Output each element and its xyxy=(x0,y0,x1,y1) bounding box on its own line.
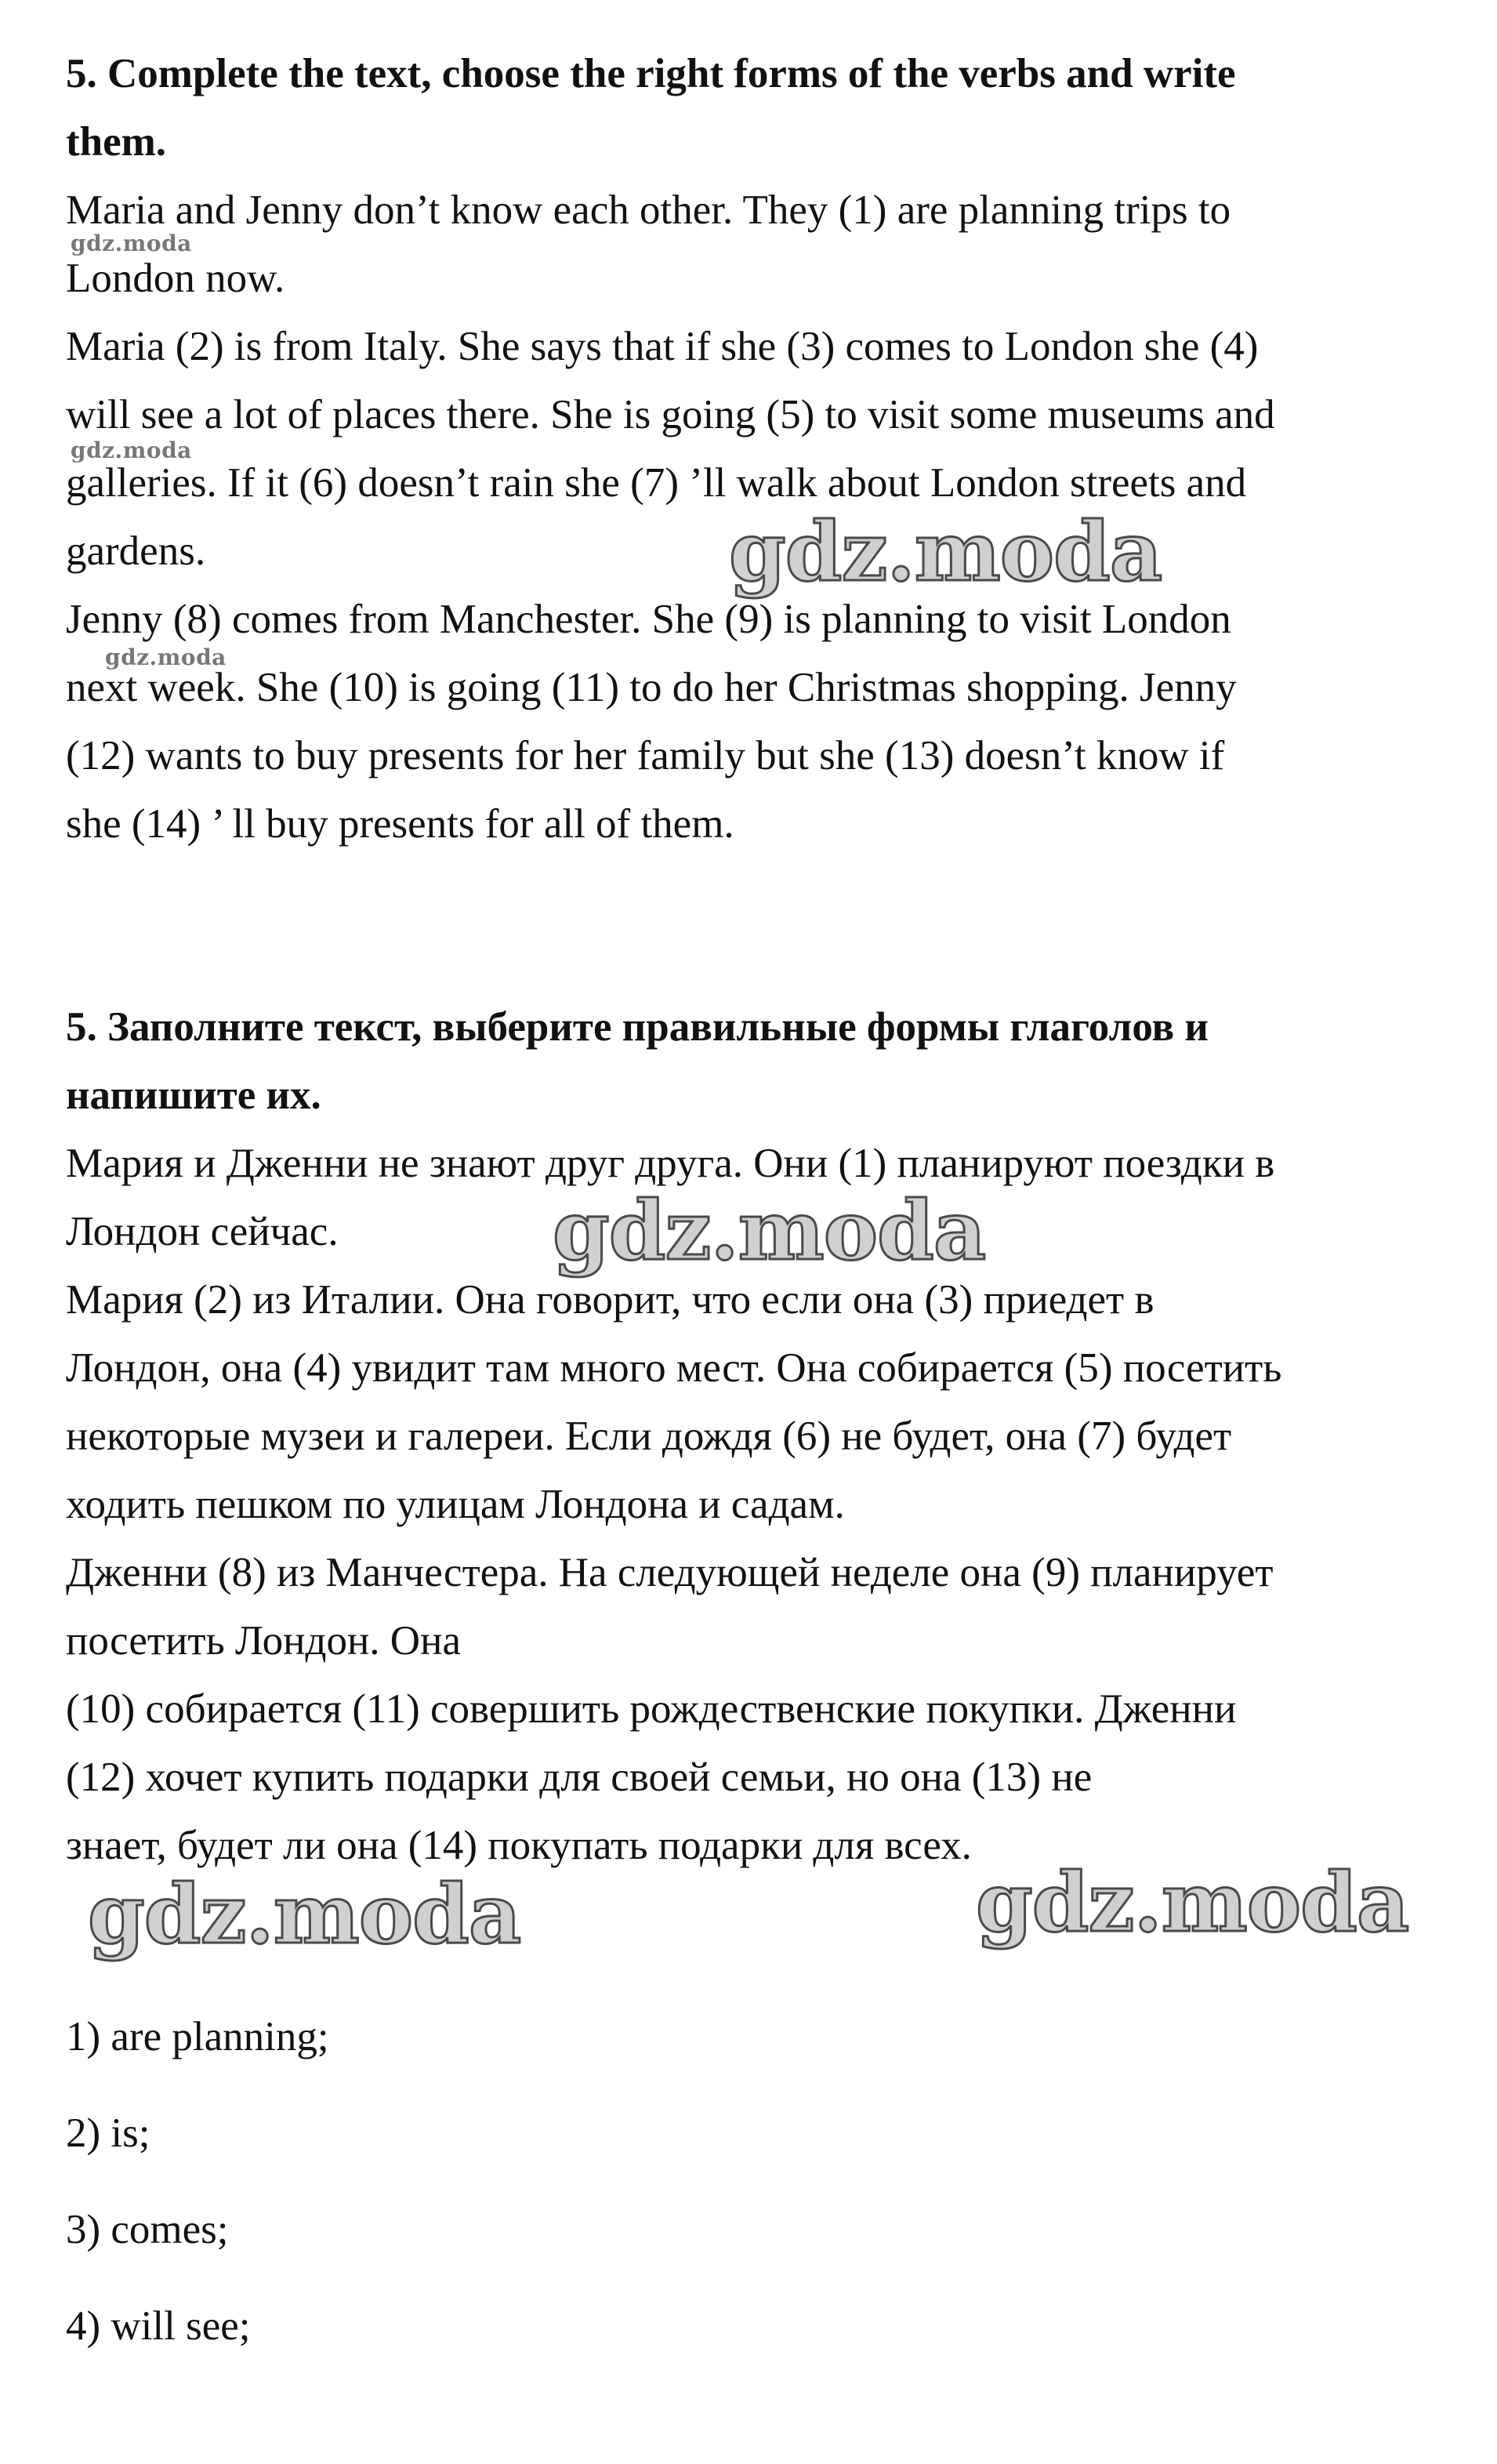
russian-body-line-6: ходить пешком по улицам Лондона и садам. xyxy=(66,1482,845,1527)
english-heading-line-2: them. xyxy=(66,119,167,165)
watermark-small-1: gdz.moda xyxy=(71,230,192,256)
english-body-line-6: gardens. xyxy=(66,528,206,574)
english-body-line-2: London now. xyxy=(66,256,285,301)
russian-body-line-8: посетить Лондон. Она xyxy=(66,1618,461,1664)
russian-body-line-4: Лондон, она (4) увидит там много мест. Она собирается (5) посетить xyxy=(66,1345,1282,1391)
russian-body-line-11: знает, будет ли она (14) покупать подарки для всех. xyxy=(66,1823,972,1868)
watermark-large-4: gdz.moda xyxy=(976,1854,1409,1951)
answer-3: 3) comes; xyxy=(66,2207,229,2252)
english-body-line-7: Jenny (8) comes from Manchester. She (9) is planning to visit London xyxy=(66,597,1231,642)
russian-body-line-10: (12) хочет купить подарки для своей семьи, но она (13) не xyxy=(66,1755,1093,1800)
russian-body-line-5: некоторые музеи и галереи. Если дождя (6) не будет, она (7) будет xyxy=(66,1413,1232,1459)
english-body-line-9: (12) wants to buy presents for her family but she (13) doesn’t know if xyxy=(66,733,1225,778)
russian-body-line-7: Дженни (8) из Манчестера. На следующей неделе она (9) планирует xyxy=(66,1550,1274,1595)
watermark-small-2: gdz.moda xyxy=(71,437,192,463)
english-body-line-3: Maria (2) is from Italy. She says that if she (3) comes to London she (4) xyxy=(66,324,1259,369)
russian-heading-line-2: напишите их. xyxy=(66,1072,321,1118)
russian-body-line-3: Мария (2) из Италии. Она говорит, что если она (3) приедет в xyxy=(66,1277,1154,1323)
answer-4: 4) will see; xyxy=(66,2303,251,2349)
answer-2: 2) is; xyxy=(66,2110,150,2156)
watermark-large-2: gdz.moda xyxy=(553,1182,986,1279)
english-body-line-1: Maria and Jenny don’t know each other. They (1) are planning trips to xyxy=(66,187,1231,233)
watermark-large-3: gdz.moda xyxy=(88,1866,521,1962)
english-body-line-8: next week. She (10) is going (11) to do her Christmas shopping. Jenny xyxy=(66,665,1237,710)
russian-body-line-1: Мария и Дженни не знают друг друга. Они (1) планируют поездки в xyxy=(66,1141,1275,1186)
english-heading-line-1: 5. Complete the text, choose the right forms of the verbs and write xyxy=(66,51,1236,96)
watermark-small-3: gdz.moda xyxy=(105,644,227,670)
russian-body-line-9: (10) собирается (11) совершить рождественские покупки. Дженни xyxy=(66,1686,1237,1732)
english-body-line-4: will see a lot of places there. She is going (5) to visit some museums and xyxy=(66,392,1275,437)
english-body-line-5: galleries. If it (6) doesn’t rain she (7) ’ll walk about London streets and xyxy=(66,460,1247,506)
english-body-line-10: she (14) ’ ll buy presents for all of them. xyxy=(66,801,734,847)
russian-heading-line-1: 5. Заполните текст, выберите правильные формы глаголов и xyxy=(66,1004,1209,1050)
watermark-large-1: gdz.moda xyxy=(729,503,1162,600)
russian-body-line-2: Лондон сейчас. xyxy=(66,1209,339,1254)
answer-1: 1) are planning; xyxy=(66,2014,329,2059)
